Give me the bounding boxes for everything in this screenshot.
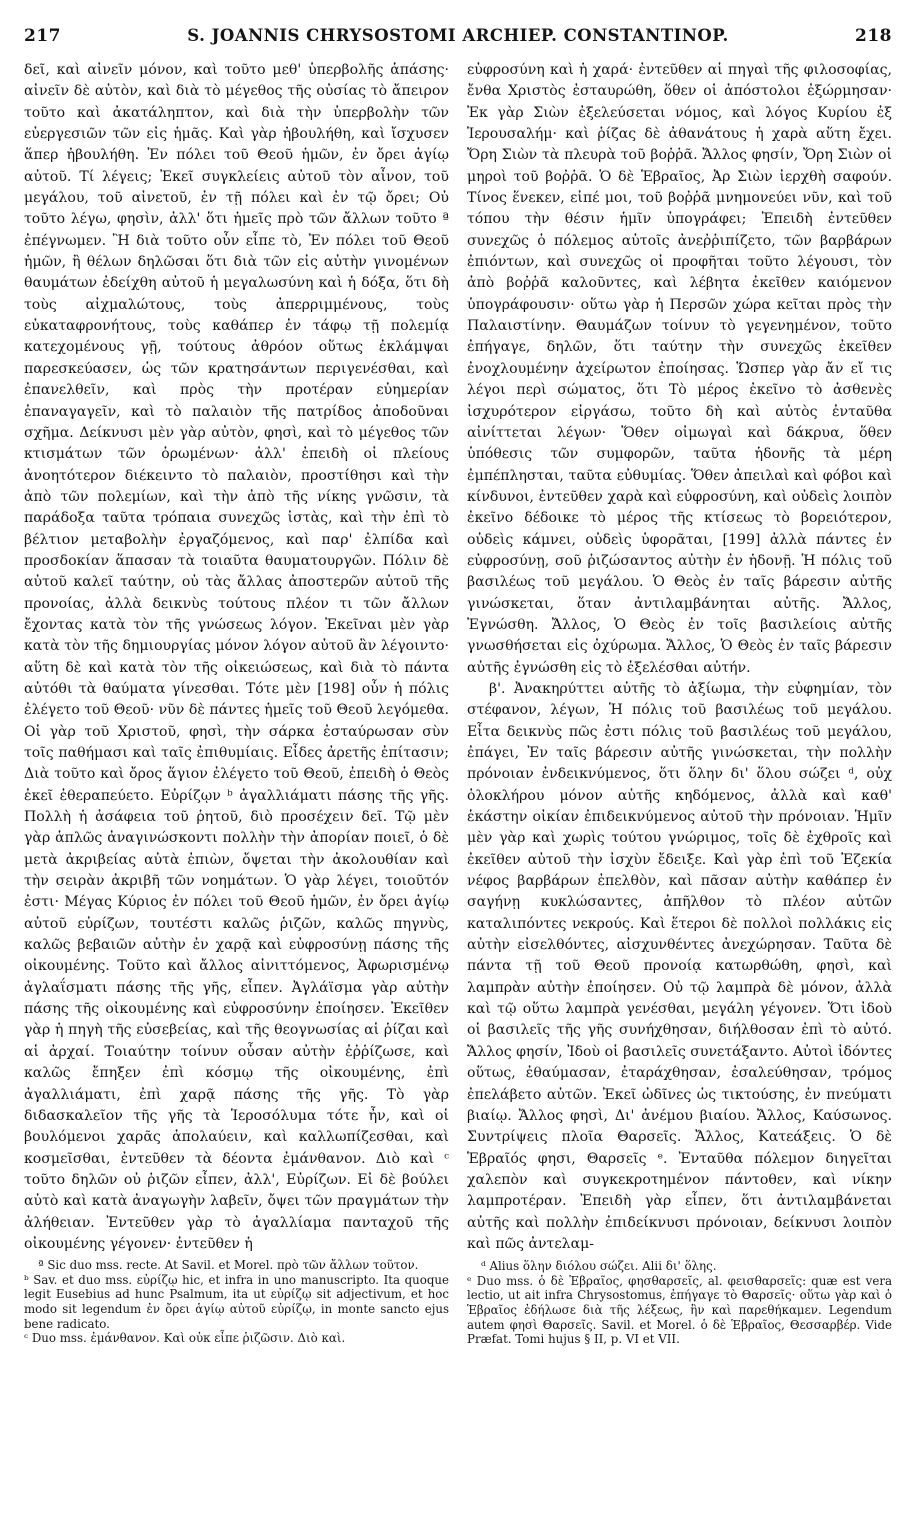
left-footnotes <box>24 1258 449 1346</box>
footnote-d: ᵈ Alius ὅλην διόλου σώζει. Alii δι' ὅλης. <box>481 1259 717 1274</box>
paragraph: εὐφροσύνη καὶ ἡ χαρά· ἐντεῦθεν αἱ πηγαὶ τῆς φιλοσοφίας, ἔνθα Χριστὸς ἐσταυρώθη, ὅθεν οἱ ἀπόστολοι ἐξώρμησαν· Ἐκ γὰρ Σιὼν ἐξελεύσεται νόμος, καὶ λόγος Κυρίου ἐξ Ἱερουσαλήμ· καὶ ῥίζας δὲ ἀθανάτους ἡ χαρὰ αὕτη ἔχει. Ὄρη Σιὼν τὰ πλευρὰ τοῦ βοῤῥᾶ. Ἄλλος φησίν, Ὄρη Σιὼν οἱ μηροὶ τοῦ βοῤῥᾶ. Ὁ δὲ Ἑβραῖος, Ἀρ Σιὼν ἰερχθὴ σαφούν. Τίνος ἕνεκεν, εἰπέ μοι, τοῦ βοῤῥᾶ μνημονεύει νῦν, καὶ τοῦ τόπου τὴν θέσιν ἡμῖν ὑπογράφει; Ἐπειδὴ ἐντεῦθεν συνεχῶς ὁ πόλεμος αὐτοῖς ἀνεῤῥιπίζετο, τῶν βαρβάρων ἐπιόντων, καὶ συνεχῶς οἱ προφῆται τοῦτο λέγουσι, τὸν ἀπὸ βοῤῥᾶ καλοῦντες, καὶ λέβητα ἐκεῖθεν καιόμενον ὑπογράφουσιν· οὕτω γὰρ ἡ Περσῶν χώρα κεῖται πρὸς τὴν Παλαιστίνην. Θαυμάζων τοίνυν τὸ γεγενημένον, τοῦτο ἐπήγαγε, δηλῶν, ὅτι ταύτην τὴν συνεχῶς ἐκεῖθεν ἐνοχλουμένην ἀχείρωτον ἐποίησας. Ὥσπερ γὰρ ἄν εἴ τις λέγοι περὶ σώματος, ὅτι Τὸ μέρος ἐκεῖνο τὸ ἀσθενὲς ἰσχυρότερον εἰργάσω, τοῦτο δὴ καὶ αὐτὸς ἐνταῦθα αἰνίττεται λέγων· Ὅθεν οἰμωγαὶ καὶ δάκρυα, ὅθεν ὑπόθεσις τῶν συμφορῶν, ταῦτα ἡδονῆς τὰ μέρη ἐμπέπλησται, ταῦτα εὐθυμίας. Ὅθεν ἀπειλαὶ καὶ φόβοι καὶ κίνδυνοι, ἐντεῦθεν χαρὰ καὶ εὐφροσύνη, καὶ οὐδεὶς λοιπὸν ἐκεῖνο δέδοικε τὸ μέρος τῆς κτίσεως τὸ βορειότερον, οὐδεὶς κάμνει, οὐδεὶς ὑφορᾶται, [199] ἀλλὰ πάντες ἐν εὐφροσύνῃ, σοῦ ῥιζώσαντος αὐτὴν ἐν ἡδονῇ. Ἡ πόλις τοῦ βασιλέως τοῦ μεγάλου. Ὁ Θεὸς ἐν ταῖς βάρεσιν αὐτῆς γινώσκεται, ὅταν ἀντιλαμβάνηται αὐτῆς. Ἄλλος, Ἐγνώσθη. Ἄλλος, Ὁ Θεὸς ἐν τοῖς βασιλείοις αὐτῆς γνωσθήσεται εἰς ὀχύρωμα. Ἄλλος, Ὁ Θεὸς ἐν ταῖς βάρεσιν αὐτῆς ἐγνώσθη εἰς τὸ ἐξελέσθαι αὐτήν. <box>467 62 892 676</box>
left-column-text <box>24 60 449 1255</box>
footnote-c: ᶜ Duo mss. ἐμάνθανον. Καὶ οὐκ εἶπε ῥιζῶσιν. Διὸ καὶ. <box>24 1331 346 1346</box>
page-number-left: 217 <box>24 26 61 46</box>
right-column <box>467 60 892 1347</box>
running-title: S. JOANNIS CHRYSOSTOMI ARCHIEP. CONSTANTINOP. <box>187 26 729 45</box>
running-header <box>24 26 892 60</box>
left-column <box>24 60 449 1347</box>
paragraph: δεῖ, καὶ αἰνεῖν μόνον, καὶ τοῦτο μεθ' ὑπερβολῆς ἁπάσης· αἰνεῖν δὲ αὐτὸν, καὶ διὰ τὸ μέγεθος τῆς οὐσίας τὸ ἄπειρον τοῦτο καὶ ἀκατάληπτον, καὶ διὰ τὴν ὑπερβολὴν τῶν εὐεργεσιῶν τῶν εἰς ἡμᾶς. Καὶ γὰρ ἠβουλήθη, καὶ ἴσχυσεν ἅπερ ἠβουλήθη. Ἐν πόλει τοῦ Θεοῦ ἡμῶν, ἐν ὄρει ἁγίῳ αὐτοῦ. Τί λέγεις; Ἐκεῖ συγκλείεις αὐτοῦ τὸν αἶνον, τοῦ μεγάλου, τοῦ αἰνετοῦ, ἐν τῇ πόλει καὶ ἐν τῷ ὄρει; Οὐ τοῦτο λέγω, φησὶν, ἀλλ' ὅτι ἡμεῖς πρὸ τῶν ἄλλων τοῦτο ª ἐπέγνωμεν. Ἢ διὰ τοῦτο οὖν εἶπε τὸ, Ἐν πόλει τοῦ Θεοῦ ἡμῶν, ἢ θέλων δηλῶσαι ὅτι διὰ τῶν εἰς αὐτὴν γινομένων θαυμάτων ἐδείχθη αὐτοῦ ἡ μεγαλωσύνη καὶ ἡ δόξα, ὅτι δὴ τοὺς αἰχμαλώτους, τοὺς ἀπερριμμένους, τοὺς εὐκαταφρονήτους, τοὺς καθάπερ ἐν τάφῳ τῇ πολεμίᾳ κατεχομένους γῇ, τούτους ἀθρόον οὕτως ἐκλάμψαι παρεσκεύασεν, ὡς τῶν κρατησάντων περιγενέσθαι, καὶ ἐπανελθεῖν, καὶ πρὸς τὴν προτέραν εὐημερίαν ἐπαναγαγεῖν, καὶ τὸ παλαιὸν τῆς πατρίδος ἀποδοῦναι σχῆμα. Δείκνυσι μὲν γὰρ αὐτὸν, φησὶ, καὶ τὸ μέγεθος τῶν κτισμάτων τῶν ὁρωμένων· ἀλλ' ἐπειδὴ οἱ πλείους ἀνοητότερον διέκειντο τὸ παλαιὸν, προστίθησι καὶ τὴν ἀπὸ τῶν πολεμίων, καὶ τὴν ἀπὸ τῆς νίκης γνῶσιν, τὰ παράδοξα ταῦτα τρόπαια συνεχῶς ἱστὰς, καὶ τὴν ἐπὶ τὸ βέλτιον μεταβολὴν ἐργαζόμενος, καὶ παρ' ἐλπίδα καὶ προσδοκίαν ἅπασαν τὰ τοιαῦτα θαυματουργῶν. Πόλιν δὲ αὐτοῦ καλεῖ ταύτην, οὐ τὰς ἄλλας ἀποστερῶν αὐτοῦ τῆς προνοίας, ἀλλὰ δεικνὺς τούτους πλέον τι τῶν ἄλλων ἔχοντας κατὰ τὸν τῆς γνώσεως λόγον. Ἐκεῖναι μὲν γὰρ κατὰ τὸν τῆς δημιουργίας μόνον λόγον αὐτοῦ ἂν λέγοιντο· αὕτη δὲ καὶ κατὰ τὸν τῆς οἰκειώσεως, καὶ διὰ τὸ πάντα αὐτόθι τὰ θαύματα γίνεσθαι. Τότε μὲν [198] οὖν ἡ πόλις ἐλέγετο τοῦ Θεοῦ· νῦν δὲ πάντες ἡμεῖς τοῦ Θεοῦ λεγόμεθα. Οἱ γὰρ τοῦ Χριστοῦ, φησὶ, τὴν σάρκα ἐσταύρωσαν σὺν τοῖς παθήμασι καὶ ταῖς ἐπιθυμίαις. Εἶδες ἀρετῆς ἐπίτασιν; Διὰ τοῦτο καὶ ὄρος ἅγιον ἐλέγετο τοῦ Θεοῦ, ἐπειδὴ ὁ Θεὸς ἐκεῖ ἐθεραπεύετο. Εὐρίζῳν ᵇ ἀγαλλιάματι πάσης τῆς γῆς. Πολλὴ ἡ ἀσάφεια τοῦ ῥητοῦ, διὸ προσέχειν δεῖ. Τῷ μὲν γὰρ ἁπλῶς ἀναγινώσκοντι πολλὴν τὴν ἀπορίαν ποιεῖ, ὁ δὲ μετὰ ἀκριβείας αὐτὰ ἐπιὼν, ὄψεται τὴν ἀκολουθίαν καὶ τὴν σειρὰν ἀκριβῆ τῶν νοημάτων. Ὁ γὰρ λέγει, τοιοῦτόν ἐστι· Μέγας Κύριος ἐν πόλει τοῦ Θεοῦ ἡμῶν, ἐν ὄρει ἁγίῳ αὐτοῦ εὐρίζων, τουτέστι καλῶς ῥιζῶν, καλῶς πηγνὺς, καλῶς βεβαιῶν αὐτὴν ἐν χαρᾷ καὶ εὐφροσύνῃ πάσης τῆς οἰκουμένης. Τοῦτο καὶ ἄλλος αἰνιττόμενος, Ἀφωρισμένῳ ἀγλαΐσματι πάσης τῆς γῆς, εἶπεν. Ἀγλάϊσμα γὰρ αὐτὴν πάσης τῆς οἰκουμένης καὶ εὐφροσύνην ἐποίησεν. Ἐκεῖθεν γὰρ ἡ πηγὴ τῆς εὐσεβείας, καὶ τῆς θεογνωσίας αἱ ῥίζαι καὶ αἱ ἀρχαί. Τοιαύτην τοίνυν οὖσαν αὐτὴν ἐῤῥίζωσε, καὶ καλῶς ἔπηξεν ἐπὶ κόσμῳ τῆς οἰκουμένης, ἐπὶ ἀγαλλιάματι, ἐπὶ χαρᾷ πάσης τῆς γῆς. Τὸ γὰρ διδασκαλεῖον τῆς γῆς τὰ Ἱεροσόλυμα τότε ἦν, καὶ οἱ βουλόμενοι χαρᾶς ἀπολαύειν, καὶ καλλωπίζεσθαι, καὶ κοσμεῖσθαι, ἐντεῦθεν τὰ δέοντα ἐμάνθανον. Διὸ καὶ ᶜ τοῦτο δηλῶν οὐ ῥιζῶν εἶπεν, ἀλλ', Εὐρίζων. Εἰ δὲ βούλει αὐτὸ καὶ κατὰ ἀναγωγὴν λαβεῖν, ὄψει τῶν πραγμάτων τὴν ἀλήθειαν. Ἐντεῦθεν γὰρ τὸ ἀγαλλίαμα πανταχοῦ τῆς οἰκουμένης γέγονεν· ἐντεῦθεν ἡ <box>24 62 449 1252</box>
paragraph-section-2: β'. Ἀνακηρύττει αὐτῆς τὸ ἀξίωμα, τὴν εὐφημίαν, τὸν στέφανον, λέγων, Ἡ πόλις τοῦ βασιλέως τοῦ μεγάλου. Εἶτα δεικνὺς πῶς ἐστι πόλις τοῦ βασιλέως τοῦ μεγάλου, ἐπάγει, Ἐν ταῖς βάρεσιν αὐτῆς γινώσκεται, τὴν πολλὴν πρόνοιαν ἐνδεικνύμενος, ὅτι ὅλην δι' ὅλου σώζει ᵈ, οὐχ ὁλοκλήρου μόνον αὐτῆς κηδόμενος, ἀλλὰ καὶ καθ' ἑκάστην οἰκίαν ἐπιδεικνύμενος αὐτοῦ τὴν πρόνοιαν. Ἡμῖν μὲν γὰρ καὶ χωρὶς τούτου γνώριμος, τοῖς δὲ ἐχθροῖς καὶ ἐκεῖθεν αὐτοῦ τὴν ἰσχὺν ἔδειξε. Καὶ γὰρ ἐπὶ τοῦ Ἐζεκία νέφος βαρβάρων ἐπελθὸν, καὶ πᾶσαν αὐτὴν καθάπερ ἐν σαγήνῃ κυκλώσαντες, ἀπῆλθον τὸ πλέον αὐτῶν καταλιπόντες νεκρούς. Καὶ ἕτεροι δὲ πολλοὶ πολλάκις εἰς αὐτὴν εἰσελθόντες, αἰσχυνθέντες ἀνεχώρησαν. Ταῦτα δὲ πάντα τῇ τοῦ Θεοῦ προνοίᾳ κατωρθώθη, φησὶ, καὶ λαμπρὰν αὐτὴν ἐποίησεν. Οὐ τῷ λαμπρὰ δὲ μόνον, ἀλλὰ καὶ τῷ οὕτω λαμπρὰ γενέσθαι, μεγάλη γέγονεν. Ὅτι ἰδοὺ οἱ βασιλεῖς τῆς γῆς συνήχθησαν, διήλθοσαν ἐπὶ τὸ αὐτό. Ἄλλος φησίν, Ἰδοὺ οἱ βασιλεῖς συνετάξαντο. Αὐτοὶ ἰδόντες οὕτως, ἐθαύμασαν, ἐταράχθησαν, ἐσαλεύθησαν, τρόμος ἐπελάβετο αὐτῶν. Ἐκεῖ ὠδῖνες ὡς τικτούσης, ἐν πνεύματι βιαίῳ. Ἄλλος φησὶ, Δι' ἀνέμου βιαίου. Ἄλλος, Καύσωνος. Συντρίψεις πλοῖα Θαρσεῖς. Ἄλλος, Κατεάξεις. Ὁ δὲ Ἑβραῖός φησι, Θαρσεῖς ᵉ. Ἐνταῦθα πόλεμον διηγεῖται χαλεπὸν καὶ συγκεκροτημένον πάντοθεν, καὶ νίκην λαμπροτέραν. Ἐπειδὴ γὰρ εἶπεν, ὅτι ἀντιλαμβάνεται αὐτῆς καὶ πολλὴν ἐπιδείκνυσι πρόνοιαν, δείκνυσι λοιπὸν καὶ πῶς ἀντελαμ- <box>467 680 892 1252</box>
right-column-text <box>467 60 892 1255</box>
page-number-right: 218 <box>855 26 892 46</box>
footnote-a: ª Sic duo mss. recte. At Savil. et Morel. πρὸ τῶν ἄλλων τοῦτον. <box>38 1258 419 1273</box>
right-footnotes <box>467 1259 892 1347</box>
footnote-e: ᵉ Duo mss. ὁ δὲ Ἑβραῖος, φησθαρσεῖς, al. φεισθαρσεῖς: quæ est vera lectio, ut ait infra Chrysostomus, ἐπήγαγε τὸ Θαρσεῖς· οὕτω γὰρ καὶ ὁ Ἑβραῖος ἐδήλωσε διὰ τῆς λέξεως, ἣν καὶ παρεθήκαμεν. Legendum autem φησὶ Θαρσεῖς. Savil. et Morel. ὁ δὲ Ἑβραῖος, Θεσσαρβέρ. Vide Præfat. Tomi hujus § II, p. VI et VII. <box>467 1273 892 1347</box>
footnote-b: ᵇ Sav. et duo mss. εὐρίζῳ hic, et infra in uno manuscripto. Ita quoque legit Eusebius ad hunc Psalmum, ita ut εὐρίζῳ sit adjectivum, et hoc modo sit legendum ἐν ὄρει ἁγίῳ αὐτοῦ εὐρίζῳ, in monte sancto ejus bene radicato. <box>24 1272 449 1331</box>
two-column-body <box>24 60 892 1347</box>
